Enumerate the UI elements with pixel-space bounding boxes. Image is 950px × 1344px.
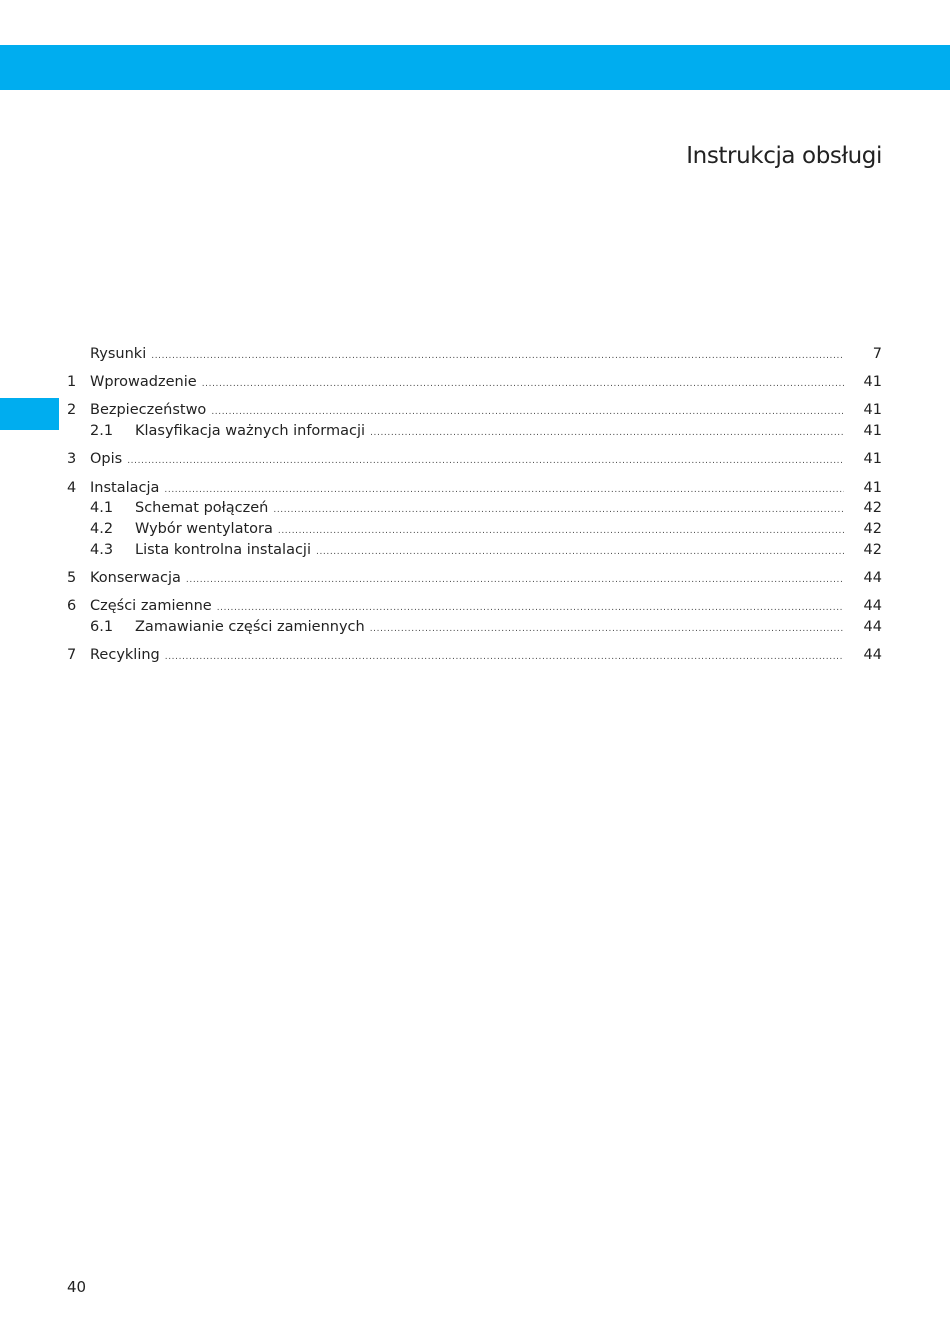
toc-entry-number: 7 bbox=[67, 647, 77, 663]
toc-entry-number: 5 bbox=[67, 570, 77, 586]
toc-entry-number: 1 bbox=[67, 374, 77, 390]
toc-entry-title: Schemat połączeń bbox=[135, 500, 269, 516]
toc-entry-title: Wprowadzenie bbox=[90, 374, 197, 390]
toc-entry-number: 4 bbox=[67, 480, 77, 496]
toc-subentry[interactable] bbox=[0, 498, 950, 518]
dot-leader bbox=[278, 521, 844, 541]
dot-leader bbox=[211, 402, 844, 422]
dot-leader bbox=[165, 647, 844, 667]
toc-entry-title: Klasyfikacja ważnych informacji bbox=[135, 423, 366, 439]
toc-entry-title: Opis bbox=[90, 451, 123, 467]
toc-entry-page: 44 bbox=[863, 570, 882, 586]
toc-entry-number: 4.3 bbox=[90, 542, 114, 558]
toc-entry[interactable] bbox=[0, 372, 950, 392]
toc-subentry[interactable] bbox=[0, 617, 950, 637]
toc-entry-title: Lista kontrolna instalacji bbox=[135, 542, 311, 558]
toc-entry-page: 42 bbox=[863, 500, 882, 516]
dot-leader bbox=[202, 374, 844, 394]
toc-entry-page: 41 bbox=[863, 374, 882, 390]
toc-entry-page: 41 bbox=[863, 451, 882, 467]
toc-entry[interactable] bbox=[0, 400, 950, 420]
toc-entry-page: 44 bbox=[863, 647, 882, 663]
toc-entry-page: 44 bbox=[863, 619, 882, 635]
toc-entry-page: 7 bbox=[872, 346, 882, 362]
toc-entry-number: 4.2 bbox=[90, 521, 114, 537]
toc-entry-number: 2 bbox=[67, 402, 77, 418]
dot-leader bbox=[370, 619, 844, 639]
toc-entry-number: 3 bbox=[67, 451, 77, 467]
toc-entry-title: Zamawianie części zamiennych bbox=[135, 619, 365, 635]
toc-entry-number: 4.1 bbox=[90, 500, 114, 516]
dot-leader bbox=[273, 500, 844, 520]
toc-entry-page: 44 bbox=[863, 598, 882, 614]
toc-entry-title: Części zamienne bbox=[90, 598, 212, 614]
dot-leader bbox=[370, 423, 844, 443]
toc-entry-page: 41 bbox=[863, 402, 882, 418]
page-number: 40 bbox=[67, 1278, 87, 1296]
toc-entry-page: 41 bbox=[863, 423, 882, 439]
toc-entry[interactable] bbox=[0, 596, 950, 616]
toc-entry[interactable] bbox=[0, 344, 950, 364]
toc-entry-number: 6.1 bbox=[90, 619, 114, 635]
toc-entry-number: 2.1 bbox=[90, 423, 114, 439]
toc-entry[interactable] bbox=[0, 449, 950, 469]
toc-entry-page: 42 bbox=[863, 521, 882, 537]
page-title: Instrukcja obsługi bbox=[686, 143, 882, 169]
dot-leader bbox=[151, 346, 844, 366]
toc-entry-title: Wybór wentylatora bbox=[135, 521, 273, 537]
toc-entry-title: Instalacja bbox=[90, 480, 160, 496]
dot-leader bbox=[217, 598, 844, 618]
toc-subentry[interactable] bbox=[0, 519, 950, 539]
toc-entry[interactable] bbox=[0, 568, 950, 588]
toc-subentry[interactable] bbox=[0, 540, 950, 560]
toc-subentry[interactable] bbox=[0, 421, 950, 441]
toc-entry[interactable] bbox=[0, 478, 950, 498]
dot-leader bbox=[164, 480, 844, 500]
toc-entry-number: 6 bbox=[67, 598, 77, 614]
dot-leader bbox=[316, 542, 844, 562]
dot-leader bbox=[127, 451, 844, 471]
toc-entry-title: Recykling bbox=[90, 647, 160, 663]
header-color-band bbox=[0, 45, 950, 90]
toc-entry-title: Bezpieczeństwo bbox=[90, 402, 207, 418]
toc-entry-page: 41 bbox=[863, 480, 882, 496]
toc-entry-title: Rysunki bbox=[90, 346, 147, 362]
dot-leader bbox=[186, 570, 844, 590]
toc-entry-title: Konserwacja bbox=[90, 570, 181, 586]
toc-entry-page: 42 bbox=[863, 542, 882, 558]
toc-entry[interactable] bbox=[0, 645, 950, 665]
